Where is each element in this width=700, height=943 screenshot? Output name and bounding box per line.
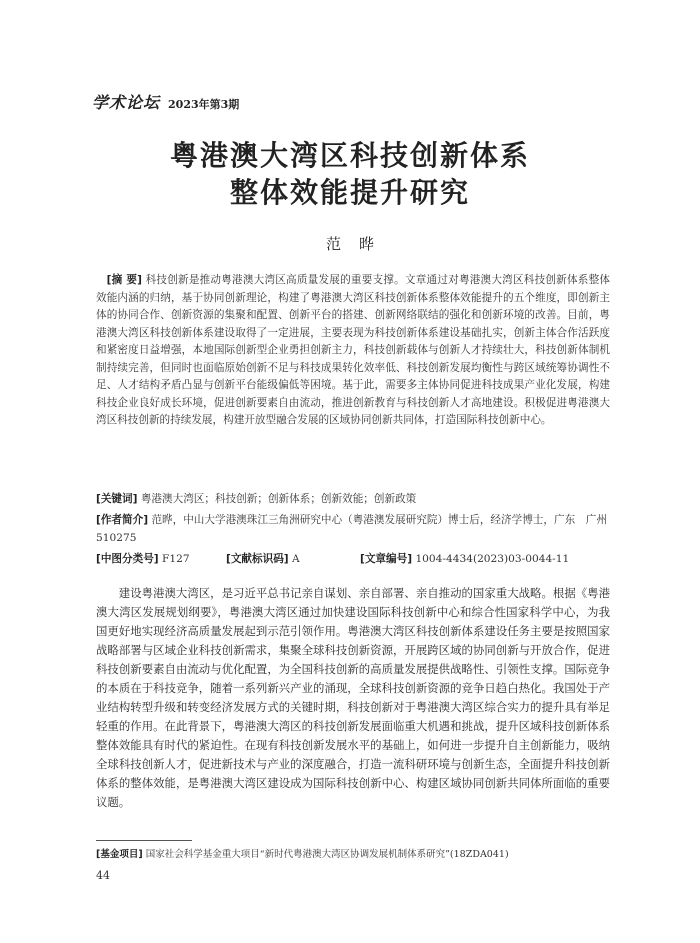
fund-label: [基金项目]	[96, 849, 143, 860]
abstract-label: [摘 要]	[106, 274, 142, 286]
author-bio-text: 范晔，中山大学港澳珠江三角洲研究中心（粤港澳发展研究院）博士后，经济学博士，广东 广州 510275	[96, 514, 618, 544]
author-bio-label: [作者简介]	[96, 514, 149, 526]
article-number-value: 1004-4434(2023)03-0044-11	[415, 553, 570, 565]
author-name: 范晔	[325, 235, 392, 253]
doc-code-label: [文献标识码]	[226, 553, 289, 565]
keywords-text: 粤港澳大湾区；科技创新；创新体系；创新效能；创新政策	[140, 493, 417, 505]
clc-label: [中图分类号]	[96, 553, 159, 565]
footnote-divider	[96, 840, 192, 841]
article-number-label: [文章编号]	[360, 553, 413, 565]
journal-header	[92, 90, 239, 113]
page-number: 44	[96, 869, 110, 882]
clc-value: F127	[162, 553, 190, 565]
clc-cell	[96, 551, 226, 568]
fund-text: 国家社会科学基金重大项目“新时代粤港澳大湾区协调发展机制体系研究”(18ZDA041)	[145, 849, 509, 860]
fund-note	[96, 846, 616, 860]
issue-label: 2023年第3期	[168, 98, 240, 111]
author-bio	[96, 511, 618, 547]
doc-code-cell	[226, 551, 360, 568]
doc-code-value: A	[292, 553, 300, 565]
body-paragraph: 建设粤港澳大湾区，是习近平总书记亲自谋划、亲自部署、亲自推动的国家重大战略。根据《粤港澳大湾区发展规划纲要》，粤港澳大湾区通过加快建设国际科技创新中心和综合性国家科学中心，为我国更好地实现经济高质量发展起到示范引领作用。粤港澳大湾区科技创新体系建设任务主要是按照国家战略部署与区域企业科技创新需求，集聚全球科技创新资源，开展跨区域的协同创新与开放合作，促进科技创新要素自由流动与优化配置，为全国科技创新的高质量发展提供战略性、引领性支撑。国际竞争的本质在于科技竞争，随着一系列新兴产业的涌现，全球科技创新资源的竞争日趋白热化。我国处于产业结构转型升级和转变经济发展方式的关键时期，科技创新对于粤港澳大湾区综合实力的提升具有举足轻重的作用。在此背景下，粤港澳大湾区的科技创新发展面临重大机遇和挑战，提升区域科技创新体系整体效能具有时代的紧迫性。在现有科技创新发展水平的基础上，如何进一步提升自主创新能力，吸纳全球科技创新人才，促进新技术与产业的深度融合，打造一流科研环境与创新生态，全面提升科技创新体系的整体效能，是粤港澳大湾区建设成为国际科技创新中心、构建区域协同创新共同体所面临的重要议题。	[96, 586, 610, 809]
abstract	[96, 272, 610, 430]
abstract-text: 科技创新是推动粤港澳大湾区高质量发展的重要支撑。文章通过对粤港澳大湾区科技创新体系整体效能内涵的归纳，基于协同创新理论，构建了粤港澳大湾区科技创新体系整体效能提升的五个维度，即创新主体的协同合作、创新资源的集聚和配置、创新平台的搭建、创新网络联结的强化和创新环境的改善。目前，粤港澳大湾区科技创新体系建设取得了一定进展，主要表现为科技创新体系建设基础扎实，创新主体合作活跃度和紧密度日益增强，本地国际创新型企业勇担创新主力，科技创新载体与创新人才持续壮大，科技创新体制机制持续完善，但同时也面临原始创新不足与科技成果转化效率低、科技创新发展均衡性与跨区域统筹协调性不足、人才结构矛盾凸显与创新平台能级偏低等困境。基于此，需要多主体协同促进科技成果产业化发展，构建科技企业良好成长环境，促进创新要素自由流动，推进创新教育与科技创新人才高地建设。积极促进粤港澳大湾区科技创新的持续发展，构建开放型融合发展的区域协同创新共同体，打造国际科技创新中心。	[96, 274, 611, 426]
article-number-cell	[360, 551, 569, 568]
article-title-line-2: 整体效能提升研究	[229, 176, 470, 209]
keywords	[96, 491, 610, 508]
journal-logo: 学术论坛	[92, 93, 161, 112]
keywords-label: [关键词]	[96, 493, 138, 505]
classification-row	[96, 551, 610, 568]
article-title-line-1: 粤港澳大湾区科技创新体系	[169, 139, 530, 172]
